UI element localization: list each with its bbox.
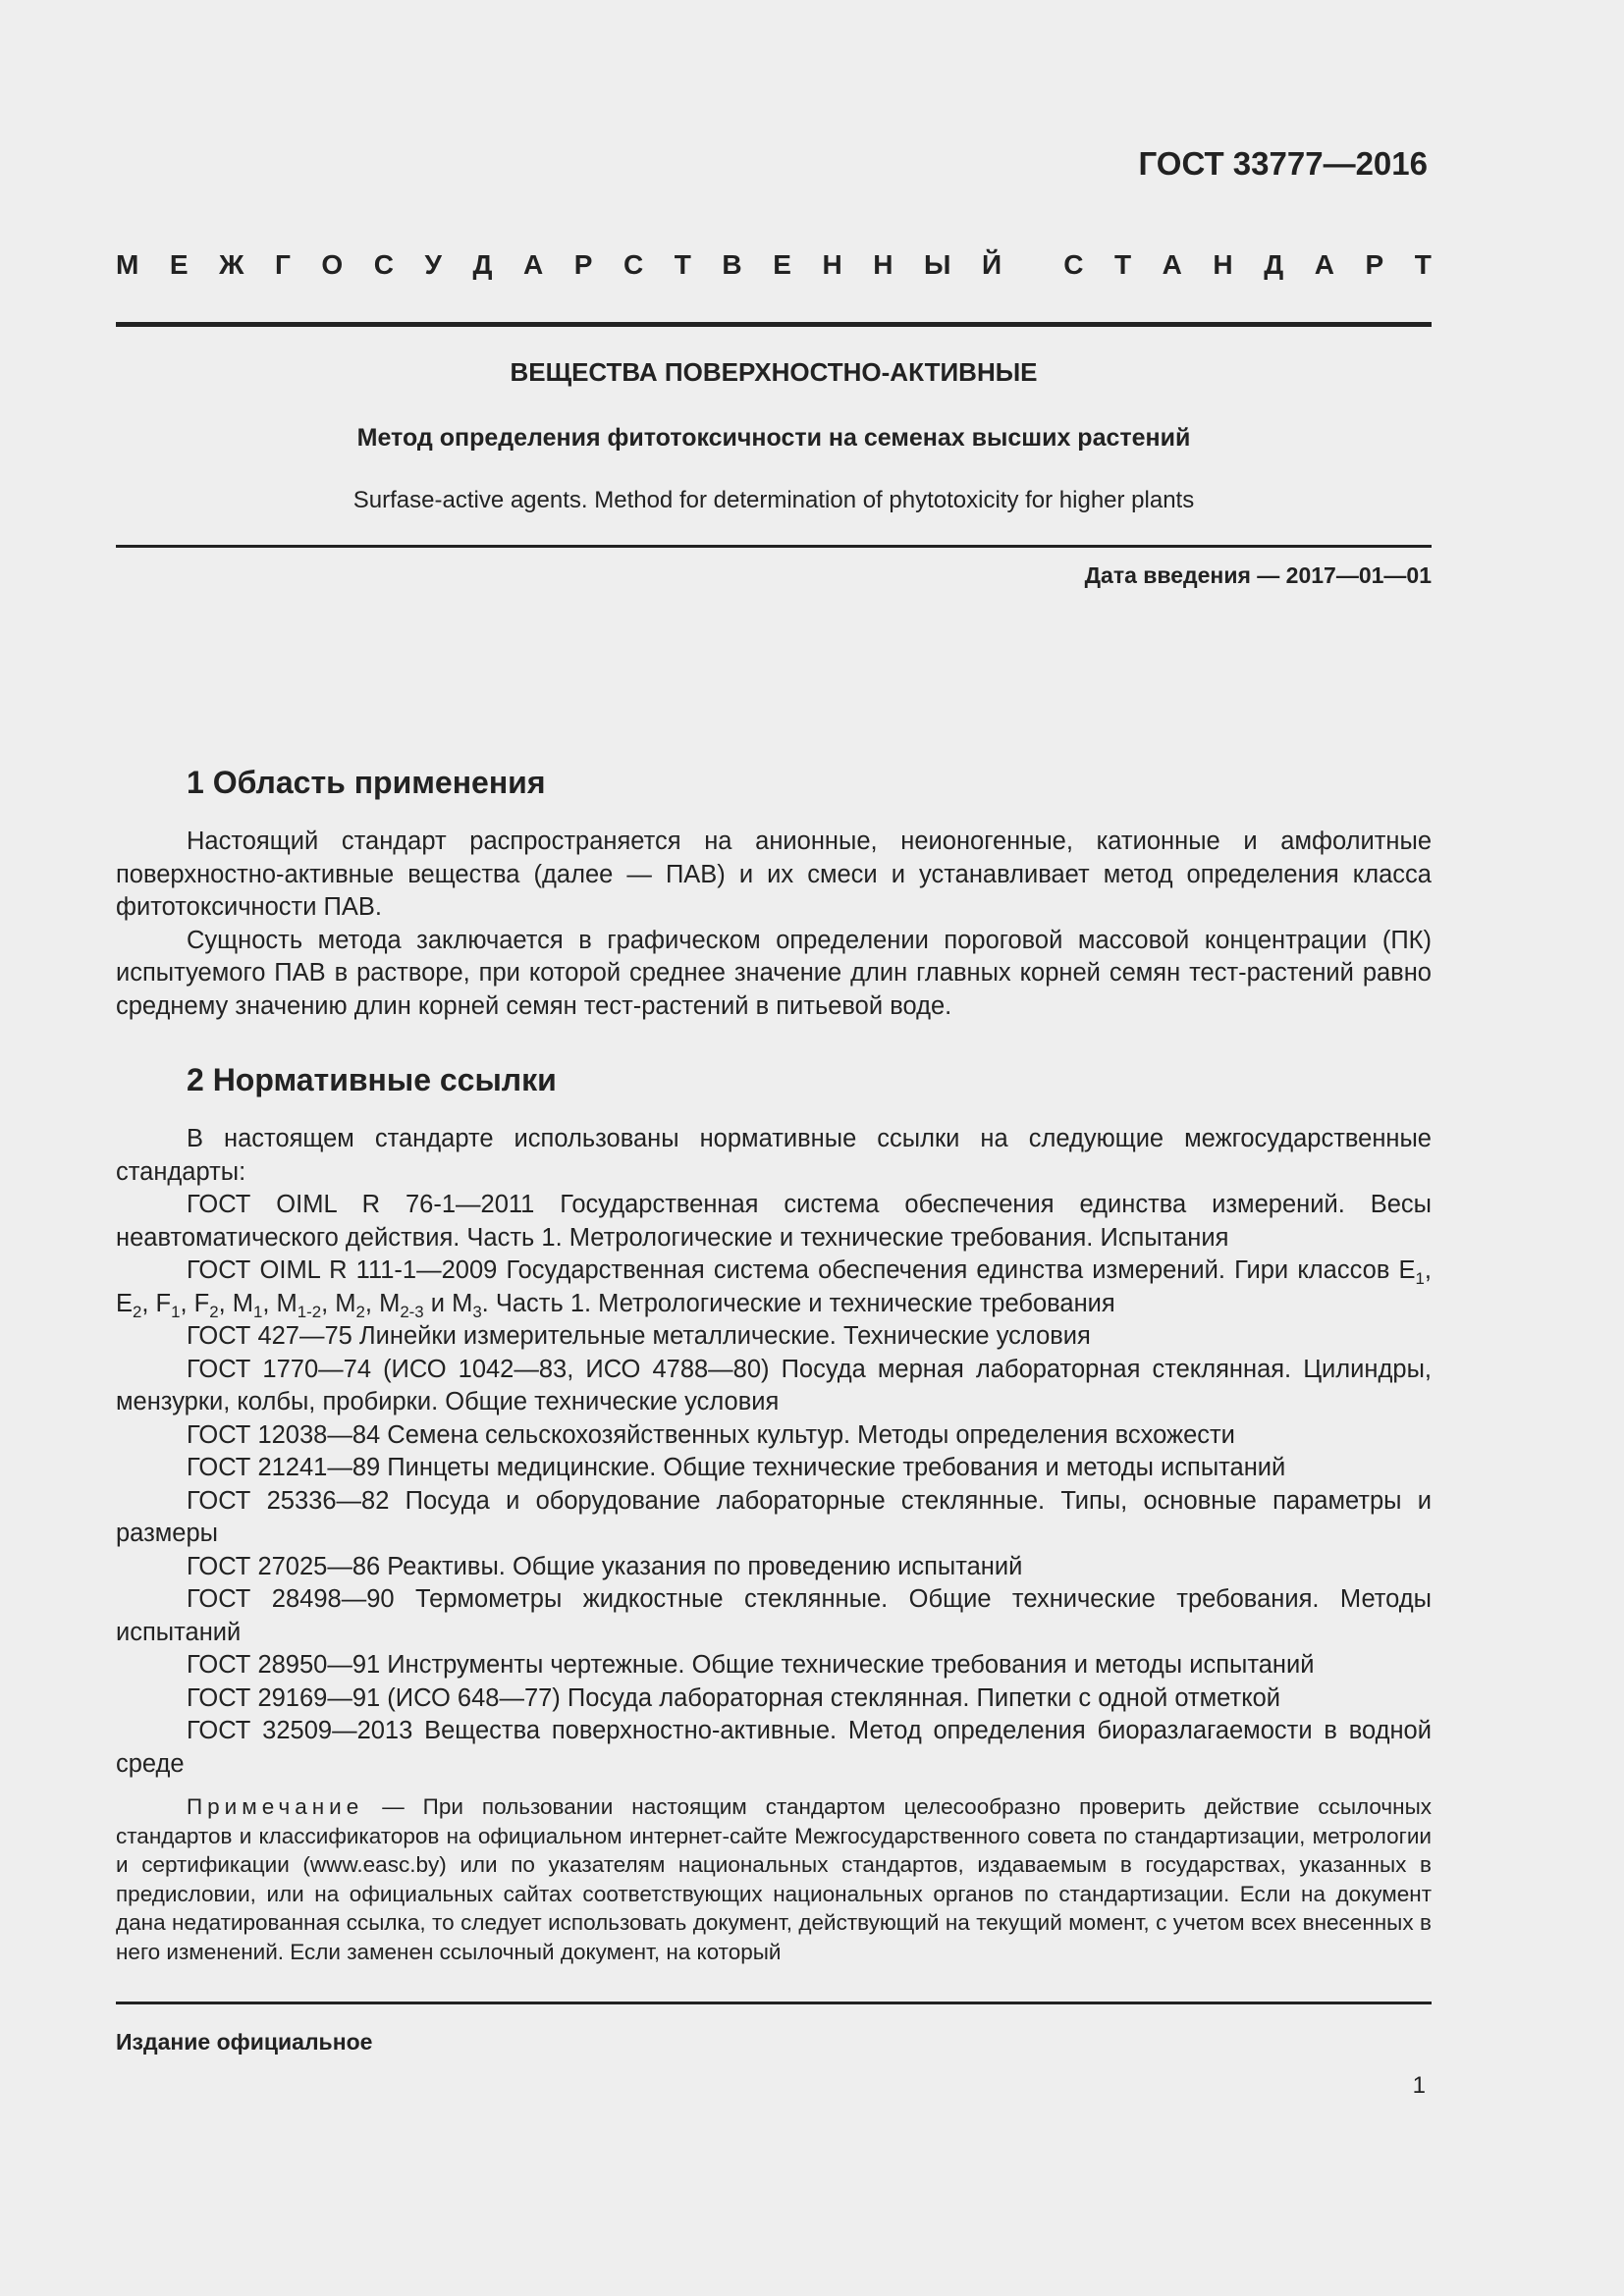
banner-letter: Т: [1113, 249, 1132, 280]
banner-letter: А: [1162, 249, 1182, 280]
page-number: 1: [1412, 2072, 1426, 2099]
reference-item: ГОСТ 427—75 Линейки измерительные металлические. Технические условия: [187, 1322, 1091, 1350]
banner-letter: Д: [1264, 249, 1284, 280]
paragraph: Настоящий стандарт распространяется на анионные, неионогенные, катионные и амфолитные поверхностно-активные вещества (далее — ПАВ) и их смеси и устанавливает метод определения класса фитотоксичности ПАВ.: [116, 828, 1432, 921]
title-divider: [116, 545, 1432, 548]
note-label: Примечание: [187, 1794, 364, 1819]
reference-item: ГОСТ 32509—2013 Вещества поверхностно-активные. Метод определения биоразлагаемости в водной среде: [116, 1717, 1432, 1778]
banner-letter: В: [722, 249, 742, 280]
footer-divider: [116, 2002, 1432, 2004]
banner-letter: Н: [1213, 249, 1233, 280]
reference-item: ГОСТ 12038—84 Семена сельскохозяйственных культур. Методы определения всхожести: [187, 1420, 1235, 1449]
banner-letter: У: [424, 249, 442, 280]
banner-letter: Й: [981, 249, 1002, 280]
reference-item: ГОСТ OIML R 111-1—2009 Государственная система обеспечения единства измерений. Гири классов $E_1$, $E_2$, $F_1$, $F_2$, $M_1$, $M_{1-2}$, $M_2$, $M_{2-3}$ и $M_3$. Часть 1. Метрологические и технические требования: [116, 1256, 1432, 1321]
banner-letter: Т: [674, 249, 691, 280]
banner-letter: Р: [1365, 249, 1384, 280]
reference-item: ГОСТ OIML R 76-1—2011 Государственная система обеспечения единства измерений. Весы неавтоматического действия. Часть 1. Метрологические и технические требования. Испытания: [116, 1191, 1432, 1252]
banner-letter: Е: [773, 249, 791, 280]
banner-letter: С: [373, 249, 394, 280]
banner-letter: Н: [873, 249, 893, 280]
banner-letter: А: [1314, 249, 1334, 280]
banner-letter: Ж: [219, 249, 244, 280]
section-heading: 2 Нормативные ссылки: [187, 1062, 557, 1097]
banner-letter: Д: [472, 249, 493, 280]
reference-item: ГОСТ 28950—91 Инструменты чертежные. Общие технические требования и методы испытаний: [187, 1651, 1315, 1679]
document-title: ВЕЩЕСТВА ПОВЕРХНОСТНО-АКТИВНЫЕ: [510, 357, 1038, 387]
reference-item: ГОСТ 29169—91 (ИСО 648—77) Посуда лабораторная стеклянная. Пипетки с одной отметкой: [187, 1683, 1281, 1712]
reference-item: ГОСТ 1770—74 (ИСО 1042—83, ИСО 4788—80) Посуда мерная лабораторная стеклянная. Цилиндры, мензурки, колбы, пробирки. Общие технические условия: [116, 1355, 1432, 1415]
note-text: — При пользовании настоящим стандартом целесообразно проверить действие ссылочных стандартов и классификаторов на официальном интернет-сайте Межгосударственного совета по стандартизации, метрологии и сертификации (www.easc.by) или по указателям национальных стандартов, издаваемым в государствах, указанных в предисловии, или на официальных сайтах соответствующих национальных органов по стандартизации. Если на документ дана недатированная ссылка, то следует использовать документ, действующий на текущий момент, с учетом всех внесенных в него изменений. Если заменен ссылочный документ, на который: [116, 1794, 1432, 1964]
banner-letter: А: [522, 249, 544, 280]
reference-item: ГОСТ 21241—89 Пинцеты медицинские. Общие технические требования и методы испытаний: [187, 1454, 1286, 1481]
official-edition-label: Издание официальное: [116, 2029, 373, 2055]
banner-letter: С: [1063, 249, 1084, 280]
banner-letter: Ы: [924, 249, 951, 280]
header-divider: [116, 322, 1432, 327]
section-normative-references: [116, 1062, 1432, 1966]
paragraph: В настоящем стандарте использованы нормативные ссылки на следующие межгосударственные стандарты:: [116, 1125, 1432, 1186]
section-heading: 1 Область применения: [187, 765, 546, 800]
banner-letter: Р: [573, 249, 593, 280]
note: [116, 1792, 1432, 1966]
section-scope: [116, 765, 1432, 1023]
english-title: Surfase-active agents. Method for determination of phytotoxicity for higher plants: [352, 487, 1195, 513]
banner-letter: Е: [169, 249, 189, 280]
reference-item: ГОСТ 25336—82 Посуда и оборудование лабораторные стеклянные. Типы, основные параметры и размеры: [116, 1486, 1432, 1547]
banner-letter: Г: [274, 249, 291, 280]
banner-letter: М: [116, 249, 139, 280]
reference-item: ГОСТ 27025—86 Реактивы. Общие указания по проведению испытаний: [187, 1552, 1023, 1580]
paragraph: Сущность метода заключается в графическом определении пороговой массовой концентрации (ПК) испытуемого ПАВ в растворе, при которой среднее значение длин главных корней семян тест-растений равно среднему значению длин корней семян тест-растений в питьевой воде.: [116, 926, 1432, 1020]
banner-letter: О: [321, 249, 344, 280]
banner-letter: Н: [822, 249, 842, 280]
standard-banner: [116, 249, 1432, 281]
reference-item: ГОСТ 28498—90 Термометры жидкостные стеклянные. Общие технические требования. Методы испытаний: [116, 1585, 1432, 1646]
document-subtitle: Метод определения фитотоксичности на семенах высших растений: [356, 424, 1191, 452]
document-number: ГОСТ 33777—2016: [1138, 145, 1428, 182]
banner-letter: С: [623, 249, 644, 280]
banner-letter: Т: [1414, 249, 1432, 280]
introduction-date: Дата введения — 2017—01—01: [1084, 562, 1432, 588]
